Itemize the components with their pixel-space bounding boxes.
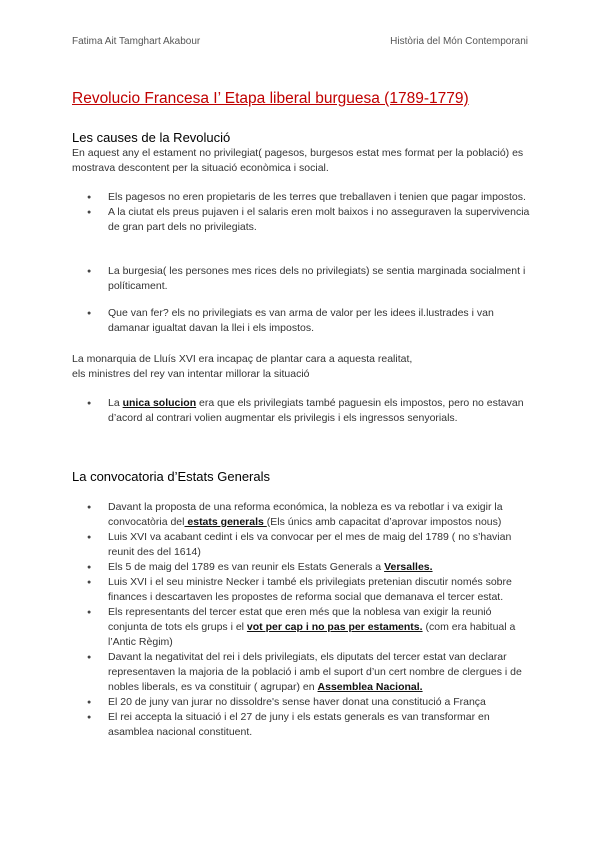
causes-list-b [72,264,532,294]
list-item: ● Luis XVI va acabant cedint i els va convocar per el mes de maig del 1789 ( no s’havian reunit des del 1614) [72,530,532,560]
section-heading-estates: La convocatoria d’Estats Generals [72,469,270,484]
list-item: ● Els pagesos no eren propietaris de les terres que treballaven i tenien que pagar impostos. [72,190,532,205]
list-item: ● La unica solucion era que els privilegiats també paguesin els impostos, pero no estavan d’acord al contrari volien augmentar els privilegis i els ingressos senyorials. [72,396,532,426]
solution-list [72,396,532,426]
causes-intro: En aquest any el estament no privilegiat( pagesos, burgesos estat mes format per la població) es mostrava descontent per la situació econòmica i social. [72,147,524,174]
estates-list [72,500,532,740]
bold-term: vot per cap i no pas per estaments. [246,621,423,633]
section-heading-causes: Les causes de la Revolució [72,130,231,145]
bold-term: unica solucion [122,397,197,409]
list-item: ● Luis XVI i el seu ministre Necker i també els privilegiats pretenian discutir només sobre finances i descartaven les propostes de reforma social que demanava el tercer estat. [72,575,532,605]
document-title: Revolucio Francesa I’ Etapa liberal burguesa (1789-1779) [72,90,469,107]
causes-list-c [72,306,532,336]
monarchy-line-2: els ministres del rey van intentar millorar la situació [72,368,310,380]
list-item: ● Davant la proposta de una reforma económica, la nobleza es va rebotlar i va exigir la convocatòria del estats generals (Els únics amb capacitat d’aprovar impostos nous) [72,500,532,530]
list-item: ● Que van fer? els no privilegiats es van arma de valor per les idees il.lustrades i van damanar igualtat davan la llei i els impostos. [72,306,532,336]
list-item: ● La burgesia( les persones mes rices dels no privilegiats) se sentia marginada socialment i políticament. [72,264,532,294]
causes-list-a [72,190,532,235]
list-item: ● El 20 de juny van jurar no dissoldre's sense haver donat una constitució a França [72,695,532,710]
bold-term: Assemblea Nacional. [317,681,423,693]
list-item: ● A la ciutat els preus pujaven i el salaris eren molt baixos i no asseguraven la supervivencia de gran part dels no privilegiats. [72,205,532,235]
list-item: ● El rei accepta la situació i el 27 de juny i els estats generals es van transformar en asamblea nacional constituent. [72,710,532,740]
header-course: Història del Món Contemporani [390,36,528,47]
list-item: ● Els 5 de maig del 1789 es van reunir els Estats Generals a Versalles. [72,560,532,575]
header-author: Fatima Ait Tamghart Akabour [72,36,201,47]
list-item: ● Els representants del tercer estat que eren més que la noblesa van exigir la reunió conjunta de tots els grups i el vot per cap i no pas per estaments. (com era habitual a l’Antic Règim) [72,605,532,650]
bold-term: Versalles. [384,561,433,573]
monarchy-line-1: La monarquia de Lluís XVI era incapaç de plantar cara a aquesta realitat, [72,353,413,365]
list-item: ● Davant la negativitat del rei i dels privilegiats, els diputats del tercer estat van declarar representaven la majoria de la població i amb el suport d’un cert nombre de clergues i de nobles liberals, es va constituir ( agrupar) en Assemblea Nacional. [72,650,532,695]
bold-term: estats generals [184,516,267,528]
